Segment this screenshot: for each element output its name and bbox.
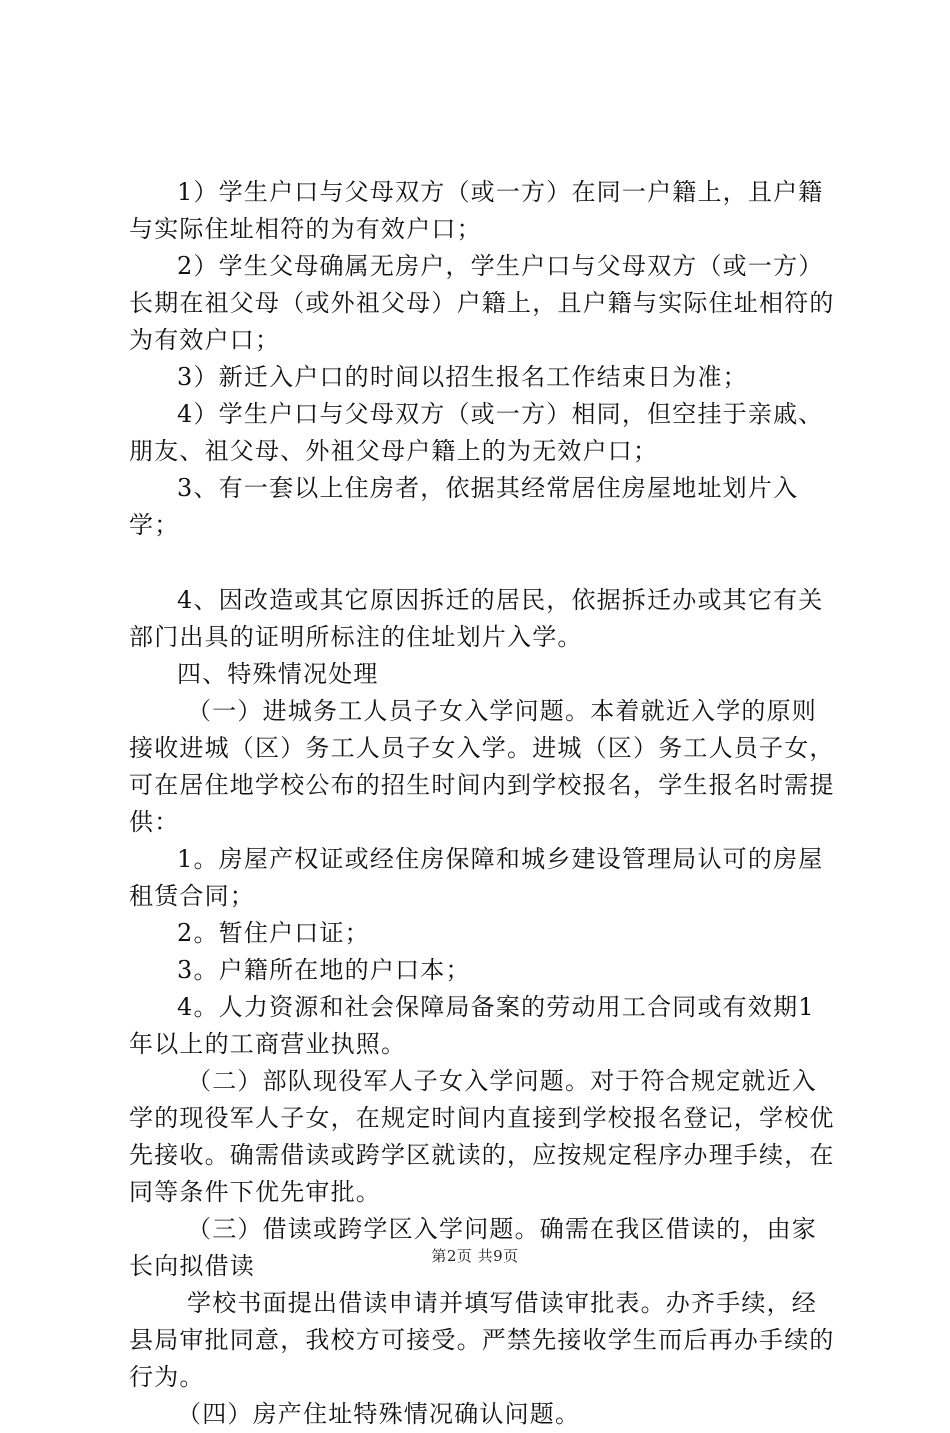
paragraph-8: 1。房屋产权证或经住房保障和城乡建设管理局认可的房屋租赁合同； [129,845,824,910]
paragraph-14: 学校书面提出借读申请并填写借读审批表。办齐手续，经县局审批同意，我校方可接受。严禁先接收学生而后再办手续的行为。 [129,1289,835,1391]
paragraph-15: （四）房产住址特殊情况确认问题。 [177,1400,581,1428]
paragraph-2: 2）学生父母确属无房户，学生户口与父母双方（或一方）长期在祖父母（或外祖父母）户籍上，且户籍与实际住址相符的为有效户口； [129,252,835,354]
paragraph-3: 3）新迁入户口的时间以招生报名工作结束日为准； [177,363,748,391]
paragraph-10: 3。户籍所在地的户口本； [177,956,471,984]
paragraph-11: 4。人力资源和社会保障局备案的劳动用工合同或有效期1年以上的工商营业执照。 [129,993,815,1058]
paragraph-9: 2。暂住户口证； [177,919,370,947]
section-heading: 四、特殊情况处理 [177,660,379,688]
paragraph-12: （二）部队现役军人子女入学问题。对于符合规定就近入学的现役军人子女，在规定时间内直接到学校报名登记，学校优先接收。确需借读或跨学区就读的，应按规定程序办理手续，在同等条件下优先审批。 [129,1067,835,1206]
paragraph-7: （一）进城务工人员子女入学问题。本着就近入学的原则接收进城（区）务工人员子女入学。进城（区）务工人员子女，可在居住地学校公布的招生时间内到学校报名，学生报名时需提供： [129,697,835,836]
paragraph-6: 4、因改造或其它原因拆迁的居民，依据拆迁办或其它有关部门出具的证明所标注的住址划片入学。 [129,586,824,651]
paragraph-1: 1）学生户口与父母双方（或一方）在同一户籍上，且户籍与实际住址相符的为有效户口； [129,178,824,243]
paragraph-4: 4）学生户口与父母双方（或一方）相同，但空挂于亲戚、朋友、祖父母、外祖父母户籍上的为无效户口； [129,400,824,465]
paragraph-5: 3、有一套以上住房者，依据其经常居住房屋地址划片入学； [129,474,799,539]
paragraph-13: （三）借读或跨学区入学问题。确需在我区借读的，由家长向拟借读 [129,1215,817,1280]
page-number-footer: 第2页 共9页 [431,1247,519,1265]
